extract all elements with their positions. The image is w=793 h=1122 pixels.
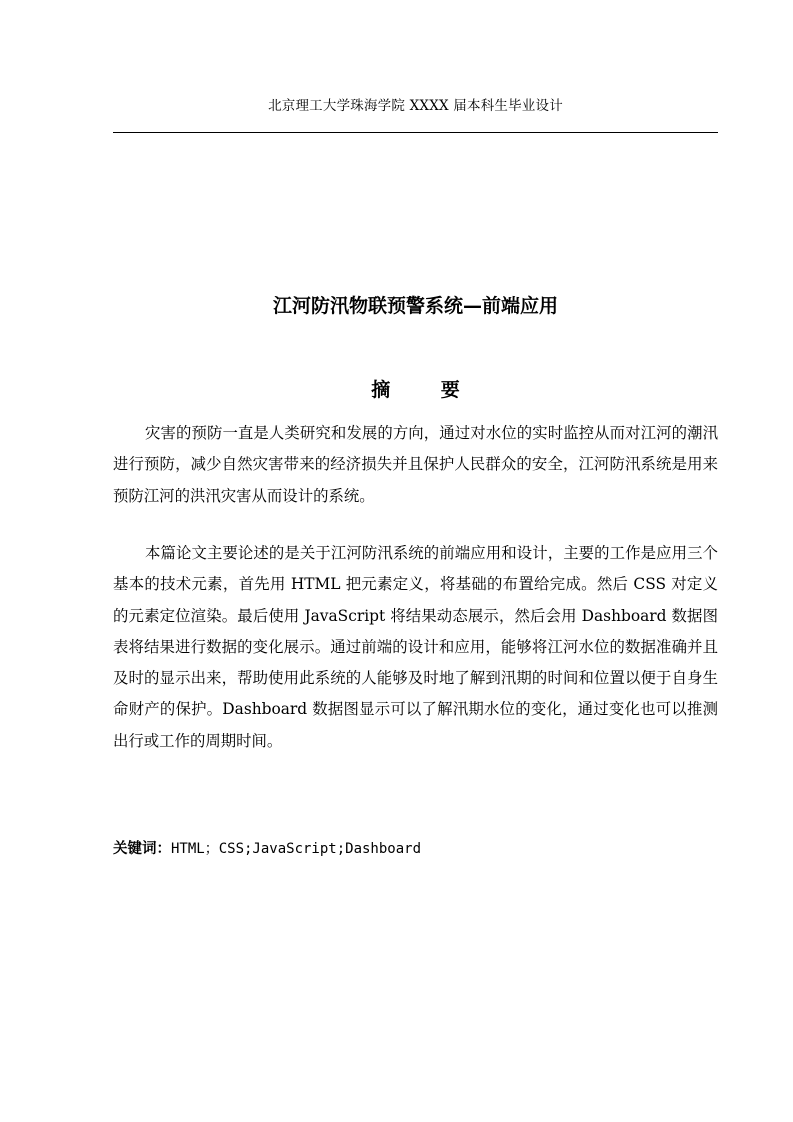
keywords-value: HTML；CSS;JavaScript;Dashboard — [171, 841, 422, 857]
thesis-title: 江河防汛物联预警系统—前端应用 — [272, 295, 558, 317]
header-divider — [113, 132, 718, 133]
abstract-paragraph-1: 灾害的预防一直是人类研究和发展的方向，通过对水位的实时监控从而对江河的潮汛进行预防，减少自然灾害带来的经济损失并且保护人民群众的安全，江河防汛系统是用来预防江河的洪汛灾害从而设计的系统。 — [113, 424, 718, 505]
running-header: 北京理工大学珠海学院 XXXX 届本科生毕业设计 — [268, 98, 563, 114]
keywords-label: 关键词： — [113, 841, 171, 857]
keywords-line — [113, 835, 718, 863]
abstract-paragraph-2: 本篇论文主要论述的是关于江河防汛系统的前端应用和设计，主要的工作是应用三个基本的技术元素，首先用 HTML 把元素定义，将基础的布置给完成。然后 CSS 对定义的元素定位渲染。最后使用 JavaScript 将结果动态展示，然后会用 Dashboard 数据图表将结果进行数据的变化展示。通过前端的设计和应用，能够将江河水位的数据准确并且及时的显示出来，帮助使用此系统的人能够及时地了解到汛期的时间和位置以便于自身生命财产的保护。Dashboard 数据图显示可以了解汛期水位的变化，通过变化也可以推测出行或工作的周期时间。 — [113, 544, 718, 750]
abstract-heading: 摘 要 — [371, 379, 482, 401]
